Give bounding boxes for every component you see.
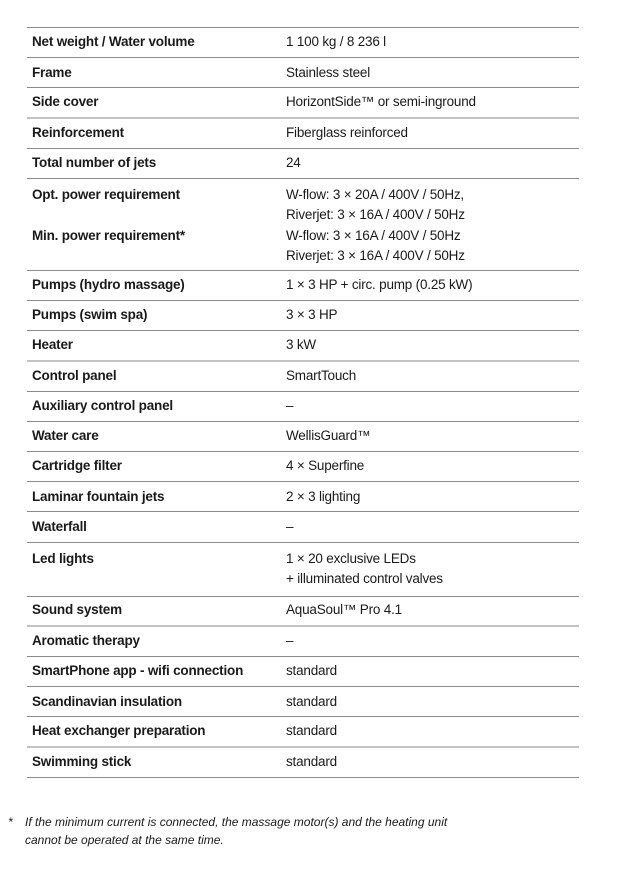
spec-label: Aromatic therapy (32, 633, 140, 649)
spec-value: standard (286, 693, 337, 709)
footnote-mark: * (8, 815, 13, 829)
spec-value: WellisGuard™ (286, 428, 371, 444)
spec-value: Fiberglass reinforced (286, 124, 408, 140)
spec-label: Frame (32, 64, 72, 80)
spec-value: + illuminated control valves (286, 571, 443, 587)
spec-value: W-flow: 3 × 16A / 400V / 50Hz (286, 227, 461, 243)
spec-row-pumps-hydro (27, 271, 579, 301)
spec-value: – (286, 518, 294, 534)
spec-label: Water care (32, 428, 99, 444)
spec-value: HorizontSide™ or semi-inground (286, 94, 476, 110)
spec-label: Sound system (32, 602, 122, 618)
spec-value: 3 × 3 HP (286, 307, 338, 323)
spec-value: – (286, 633, 294, 649)
spec-row-filter (27, 452, 579, 482)
spec-value: 24 (286, 155, 301, 171)
spec-label: Opt. power requirement (32, 186, 180, 202)
spec-value: 3 kW (286, 337, 316, 353)
spec-value: SmartTouch (286, 367, 357, 383)
spec-value: 1 × 20 exclusive LEDs (286, 550, 416, 566)
spec-row-jets (27, 149, 579, 179)
spec-row-reinforcement (27, 119, 579, 149)
spec-table (27, 27, 579, 778)
spec-value: standard (286, 663, 337, 679)
spec-row-aux-panel (27, 392, 579, 422)
spec-label: Min. power requirement* (32, 227, 185, 243)
spec-row-side-cover (27, 88, 579, 118)
spec-row-aroma (27, 627, 579, 657)
spec-label: Laminar fountain jets (32, 488, 165, 504)
spec-row-heater (27, 331, 579, 361)
spec-value: Riverjet: 3 × 16A / 400V / 50Hz (286, 207, 465, 223)
footnote-line: cannot be operated at the same time. (25, 833, 224, 847)
spec-row-frame (27, 58, 579, 88)
spec-label: Scandinavian insulation (32, 693, 182, 709)
spec-value: 4 × Superfine (286, 458, 365, 474)
spec-value: 2 × 3 lighting (286, 488, 361, 504)
spec-label: Led lights (32, 550, 94, 566)
spec-row-control-panel (27, 362, 579, 392)
spec-value: – (286, 398, 294, 414)
spec-row-power (27, 179, 579, 271)
footnote (8, 813, 447, 849)
spec-value: 1 × 3 HP + circ. pump (0.25 kW) (286, 277, 473, 293)
spec-label: Total number of jets (32, 155, 157, 171)
spec-row-net-weight (27, 28, 579, 58)
spec-label: Cartridge filter (32, 458, 122, 474)
spec-label: Heat exchanger preparation (32, 723, 206, 739)
spec-label: Control panel (32, 367, 117, 383)
spec-value-group (282, 185, 579, 267)
spec-value: Stainless steel (286, 64, 371, 80)
spec-row-fountain-jets (27, 482, 579, 512)
spec-label: Waterfall (32, 518, 87, 534)
spec-row-pumps-swim (27, 301, 579, 331)
spec-value: W-flow: 3 × 20A / 400V / 50Hz, (286, 186, 464, 202)
spec-label-group (27, 185, 282, 247)
spec-row-led-lights (27, 543, 579, 597)
spec-row-swimming-stick (27, 748, 579, 778)
spec-value: 1 100 kg / 8 236 l (286, 34, 386, 50)
spec-label: SmartPhone app - wifi connection (32, 663, 244, 679)
spec-label: Pumps (swim spa) (32, 307, 148, 323)
spec-value: AquaSoul™ Pro 4.1 (286, 602, 402, 618)
spec-value: Riverjet: 3 × 16A / 400V / 50Hz (286, 248, 465, 264)
spec-label: Heater (32, 337, 73, 353)
spec-label: Pumps (hydro massage) (32, 277, 185, 293)
spec-row-sound (27, 597, 579, 627)
spec-row-heat-exchanger (27, 717, 579, 747)
footnote-line: If the minimum current is connected, the massage motor(s) and the heating unit (25, 815, 448, 829)
spec-row-waterfall (27, 512, 579, 542)
spec-value: standard (286, 723, 337, 739)
spec-value: standard (286, 753, 337, 769)
spec-value-group (282, 549, 579, 590)
spec-label: Net weight / Water volume (32, 34, 195, 50)
spec-label: Side cover (32, 94, 99, 110)
spec-row-water-care (27, 422, 579, 452)
spec-label: Auxiliary control panel (32, 398, 173, 414)
spec-label: Swimming stick (32, 753, 132, 769)
spec-row-insulation (27, 687, 579, 717)
spec-label: Reinforcement (32, 124, 124, 140)
spec-row-app (27, 657, 579, 687)
